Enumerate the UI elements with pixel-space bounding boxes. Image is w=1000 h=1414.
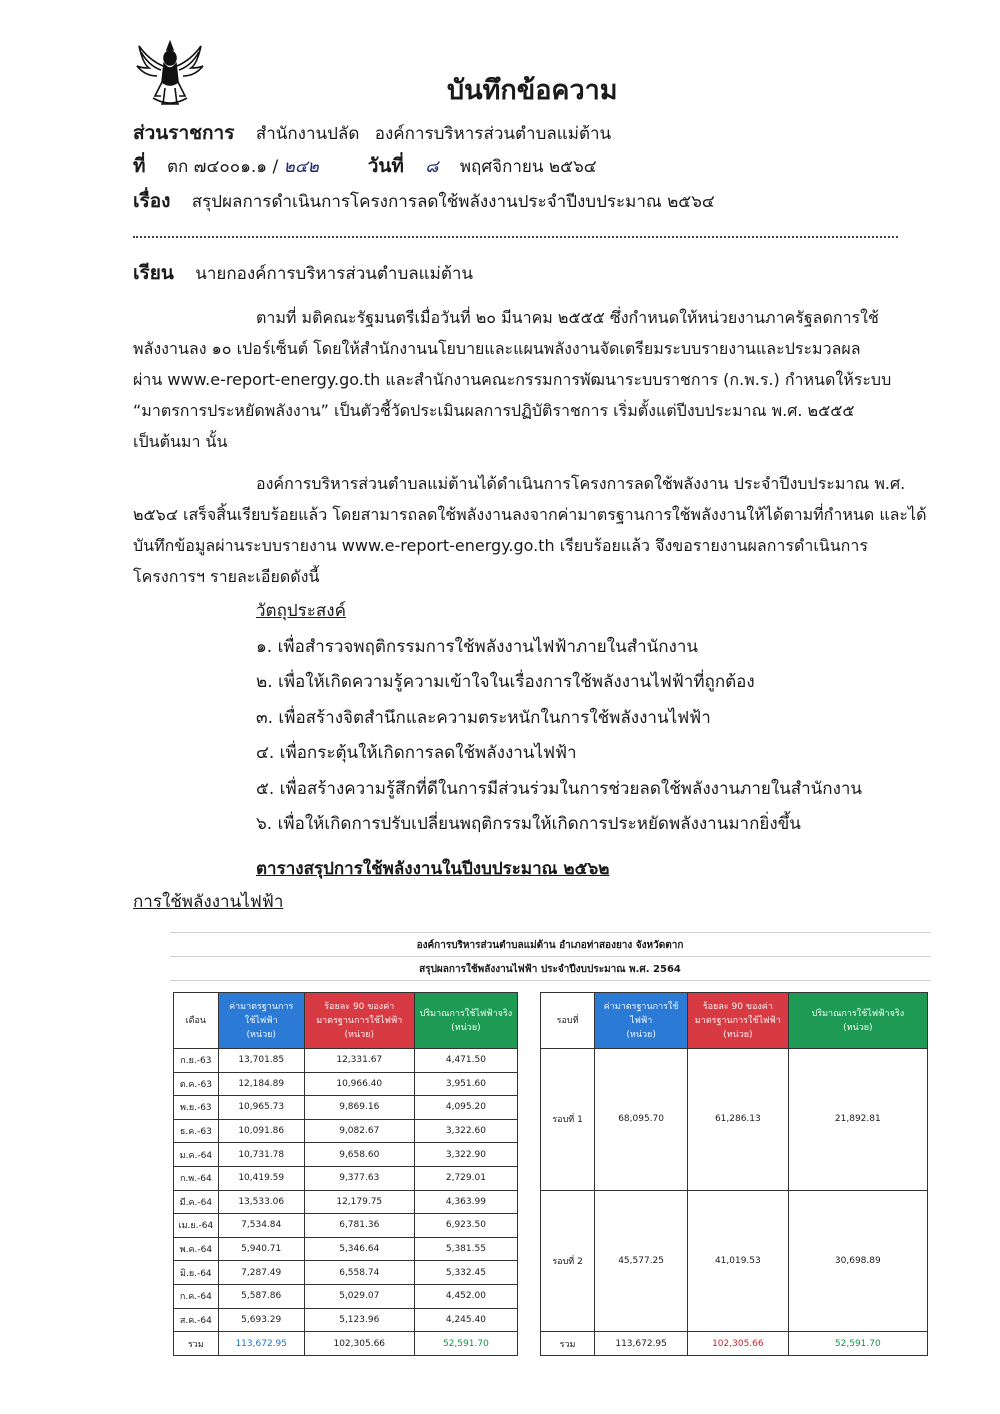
table-row [174, 1284, 518, 1308]
sheet-gridline [170, 932, 930, 933]
cell-month: ต.ค.-63 [174, 1072, 219, 1096]
addressee-label: เรียน [133, 262, 174, 284]
header-line: (หน่วย) [451, 1022, 481, 1033]
subject-row [133, 186, 715, 216]
header-line: (หน่วย) [723, 1029, 753, 1040]
cell-actual: 5,381.55 [414, 1237, 517, 1261]
cell-round: รอบที่ 2 [541, 1190, 595, 1332]
cell-actual: 2,729.01 [414, 1166, 517, 1190]
cell-actual: 4,095.20 [414, 1096, 517, 1120]
objective-item: ๑. เพื่อสำรวจพฤติกรรมการใช้พลังงานไฟฟ้าภายในสำนักงาน [256, 637, 698, 657]
paragraph-line: ตามที่ มติคณะรัฐมนตรีเมื่อวันที่ ๒๐ มีนาคม ๒๕๕๕ ซึ่งกำหนดให้หน่วยงานภาครัฐลดการใช้ [256, 308, 879, 327]
objective-item: ๓. เพื่อสร้างจิตสำนึกและความตระหนักในการใช้พลังงานไฟฟ้า [256, 707, 711, 728]
cell-actual: 4,245.40 [414, 1308, 517, 1332]
table-row [541, 1190, 928, 1332]
garuda-emblem-icon [135, 38, 205, 110]
header-pct90 [688, 993, 789, 1049]
header-line: ไฟฟ้า [629, 1015, 653, 1026]
table-row [174, 1214, 518, 1238]
header-line: (หน่วย) [843, 1022, 873, 1033]
cell-standard: 7,534.84 [218, 1214, 304, 1238]
addressee-row [133, 258, 473, 288]
reference-label: ที่ [133, 155, 146, 177]
department-row [133, 118, 611, 148]
sheet-summary-line: สรุปผลการใช้พลังงานไฟฟ้า ประจำปีงบประมาณ พ.ศ. 2564 [419, 964, 681, 975]
header-month: เดือน [174, 993, 219, 1049]
paragraph-line: “มาตรการประหยัดพลังงาน” เป็นตัวชี้วัดประเมินผลการปฏิบัติราชการ เริ่มตั้งแต่ปีงบประมาณ พ.ศ. ๒๕๕๕ [133, 401, 855, 420]
table-row [174, 1166, 518, 1190]
cell-month: เม.ย.-64 [174, 1214, 219, 1238]
addressee-value: นายกองค์การบริหารส่วนตำบลแม่ต้าน [195, 264, 474, 284]
department-org: องค์การบริหารส่วนตำบลแม่ต้าน [374, 124, 612, 144]
date-label: วันที่ [367, 155, 404, 177]
cell-pct90: 12,331.67 [304, 1049, 414, 1073]
total-actual: 52,591.70 [788, 1332, 927, 1356]
total-standard: 113,672.95 [595, 1332, 688, 1356]
cell-standard: 5,587.86 [218, 1284, 304, 1308]
header-line: มาตรฐานการใช้ไฟฟ้า [694, 1015, 781, 1026]
department-label: ส่วนราชการ [133, 122, 235, 144]
header-line: ค่ามาตรฐานการ [229, 1001, 294, 1012]
total-pct90: 102,305.66 [304, 1332, 414, 1356]
cell-standard: 45,577.25 [595, 1190, 688, 1332]
header-line: ค่ามาตรฐานการใช้ [603, 1001, 679, 1012]
paragraph-line: พลังงานลง ๑๐ เปอร์เซ็นต์ โดยให้สำนักงานนโยบายและแผนพลังงานจัดเตรียมระบบรายงานและประมวลผล [133, 339, 861, 358]
energy-spreadsheet [170, 924, 932, 1350]
cell-pct90: 6,558.74 [304, 1261, 414, 1285]
cell-pct90: 9,658.60 [304, 1143, 414, 1167]
objective-item: ๕. เพื่อสร้างความรู้สึกที่ดีในการมีส่วนร่วมในการช่วยลดใช้พลังงานภายในสำนักงาน [256, 778, 863, 799]
header-round: รอบที่ [541, 993, 595, 1049]
cell-month: มิ.ย.-64 [174, 1261, 219, 1285]
cell-standard: 5,940.71 [218, 1237, 304, 1261]
header-line: (หน่วย) [344, 1029, 374, 1040]
cell-standard: 7,287.49 [218, 1261, 304, 1285]
sheet-org-line: องค์การบริหารส่วนตำบลแม่ต้าน อำเภอท่าสองยาง จังหวัดตาก [416, 940, 684, 951]
header-actual [414, 993, 517, 1049]
cell-pct90: 9,082.67 [304, 1119, 414, 1143]
cell-actual: 4,363.99 [414, 1190, 517, 1214]
cell-round: รอบที่ 1 [541, 1049, 595, 1191]
header-standard [218, 993, 304, 1049]
table-row [174, 1143, 518, 1167]
round-usage-table [540, 992, 928, 1356]
cell-standard: 12,184.89 [218, 1072, 304, 1096]
cell-actual: 3,322.60 [414, 1119, 517, 1143]
cell-actual: 4,471.50 [414, 1049, 517, 1073]
cell-actual: 6,923.50 [414, 1214, 517, 1238]
table-row [174, 1190, 518, 1214]
header-line: ปริมาณการใช้ไฟฟ้าจริง [811, 1008, 905, 1019]
cell-actual: 3,322.90 [414, 1143, 517, 1167]
department-value: สำนักงานปลัด [255, 124, 360, 144]
cell-actual: 4,452.00 [414, 1284, 517, 1308]
cell-pct90: 6,781.36 [304, 1214, 414, 1238]
cell-actual: 3,951.60 [414, 1072, 517, 1096]
cell-month: ส.ค.-64 [174, 1308, 219, 1332]
cell-pct90: 5,029.07 [304, 1284, 414, 1308]
table-row [174, 1049, 518, 1073]
cell-month: ธ.ค.-63 [174, 1119, 219, 1143]
paragraph-result [133, 468, 928, 592]
cell-month: มี.ค.-64 [174, 1190, 219, 1214]
cell-month: พ.ค.-64 [174, 1237, 219, 1261]
cell-pct90: 12,179.75 [304, 1190, 414, 1214]
cell-standard: 68,095.70 [595, 1049, 688, 1191]
cell-month: พ.ย.-63 [174, 1096, 219, 1120]
objective-item: ๒. เพื่อให้เกิดความรู้ความเข้าใจในเรื่องการใช้พลังงานไฟฟ้าที่ถูกต้อง [256, 672, 755, 693]
total-label: รวม [174, 1332, 219, 1356]
paragraph-line: ๒๕๖๔ เสร็จสิ้นเรียบร้อยแล้ว โดยสามารถลดใช้พลังงานลงจากค่ามาตรฐานการใช้พลังงานให้ได้ตามที่กำหนด และได้ [133, 505, 927, 524]
section-title: การใช้พลังงานไฟฟ้า [133, 892, 284, 912]
table-row [174, 1261, 518, 1285]
header-line: (หน่วย) [626, 1029, 656, 1040]
cell-pct90: 10,966.40 [304, 1072, 414, 1096]
cell-actual: 30,698.89 [788, 1190, 927, 1332]
objectives-list [256, 630, 862, 842]
table-row [174, 1119, 518, 1143]
cell-pct90: 9,869.16 [304, 1096, 414, 1120]
sheet-gridline [170, 980, 930, 981]
cell-pct90: 5,123.96 [304, 1308, 414, 1332]
cell-pct90: 61,286.13 [688, 1049, 789, 1191]
reference-value: ตก ๗๔๐๐๑.๑ / [166, 157, 279, 177]
reference-handwritten-number: ๒๔๒ [283, 157, 319, 177]
reference-row [133, 151, 597, 181]
total-standard: 113,672.95 [218, 1332, 304, 1356]
subject-label: เรื่อง [133, 190, 171, 212]
total-actual: 52,591.70 [414, 1332, 517, 1356]
paragraph-line: บันทึกข้อมูลผ่านระบบรายงาน www.e-report-energy.go.th เรียบร้อยแล้ว จึงขอรายงานผลการดำเนินการ [133, 536, 868, 555]
cell-standard: 10,731.78 [218, 1143, 304, 1167]
cell-month: ก.ค.-64 [174, 1284, 219, 1308]
paragraph-line: องค์การบริหารส่วนตำบลแม่ต้านได้ดำเนินการโครงการลดใช้พลังงาน ประจำปีงบประมาณ พ.ศ. [256, 474, 906, 493]
cell-month: ก.ย.-63 [174, 1049, 219, 1073]
cell-pct90: 9,377.63 [304, 1166, 414, 1190]
header-line: ร้อยละ 90 ของค่า [324, 1001, 395, 1012]
paragraph-line: เป็นต้นมา นั้น [133, 432, 228, 451]
cell-actual: 5,332.45 [414, 1261, 517, 1285]
objective-item: ๔. เพื่อกระตุ้นให้เกิดการลดใช้พลังงานไฟฟ้า [256, 743, 577, 764]
table-row [174, 1308, 518, 1332]
total-row [174, 1332, 518, 1356]
sheet-gridline [170, 956, 930, 957]
table-title: ตารางสรุปการใช้พลังงานในปีงบประมาณ ๒๕๖๒ [256, 859, 610, 879]
total-pct90: 102,305.66 [688, 1332, 789, 1356]
header-standard [595, 993, 688, 1049]
cell-actual: 21,892.81 [788, 1049, 927, 1191]
date-month-year: พฤศจิกายน ๒๕๖๔ [459, 157, 597, 177]
cell-pct90: 5,346.64 [304, 1237, 414, 1261]
header-line: มาตรฐานการใช้ไฟฟ้า [316, 1015, 403, 1026]
subject-value: สรุปผลการดำเนินการโครงการลดใช้พลังงานประจำปีงบประมาณ ๒๕๖๔ [191, 192, 715, 212]
cell-month: ก.พ.-64 [174, 1166, 219, 1190]
header-line: (หน่วย) [246, 1029, 276, 1040]
cell-standard: 13,533.06 [218, 1190, 304, 1214]
total-label: รวม [541, 1332, 595, 1356]
table-row [174, 1072, 518, 1096]
objectives-title: วัตถุประสงค์ [256, 601, 346, 621]
table-row [541, 1049, 928, 1191]
monthly-usage-table [173, 992, 518, 1356]
paragraph-line: ผ่าน www.e-report-energy.go.th และสำนักงานคณะกรรมการพัฒนาระบบราชการ (ก.พ.ร.) กำหนดให้ระบบ [133, 370, 892, 389]
header-pct90 [304, 993, 414, 1049]
header-actual [788, 993, 927, 1049]
header-line: ร้อยละ 90 ของค่า [702, 1001, 773, 1012]
cell-standard: 10,419.59 [218, 1166, 304, 1190]
paragraph-background [133, 302, 928, 457]
dotted-divider [133, 236, 898, 238]
cell-standard: 13,701.85 [218, 1049, 304, 1073]
date-day: ๘ [425, 157, 439, 177]
table-row [174, 1237, 518, 1261]
cell-standard: 10,965.73 [218, 1096, 304, 1120]
memo-title: บันทึกข้อความ [447, 75, 618, 106]
table-row [174, 1096, 518, 1120]
total-row [541, 1332, 928, 1356]
paragraph-line: โครงการฯ รายละเอียดดังนี้ [133, 567, 320, 586]
header-line: ใช้ไฟฟ้า [244, 1015, 278, 1026]
cell-standard: 10,091.86 [218, 1119, 304, 1143]
header-line: ปริมาณการใช้ไฟฟ้าจริง [419, 1008, 513, 1019]
cell-standard: 5,693.29 [218, 1308, 304, 1332]
objective-item: ๖. เพื่อให้เกิดการปรับเปลี่ยนพฤติกรรมให้เกิดการประหยัดพลังงานมากยิ่งขึ้น [256, 814, 801, 835]
cell-month: ม.ค.-64 [174, 1143, 219, 1167]
cell-pct90: 41,019.53 [688, 1190, 789, 1332]
